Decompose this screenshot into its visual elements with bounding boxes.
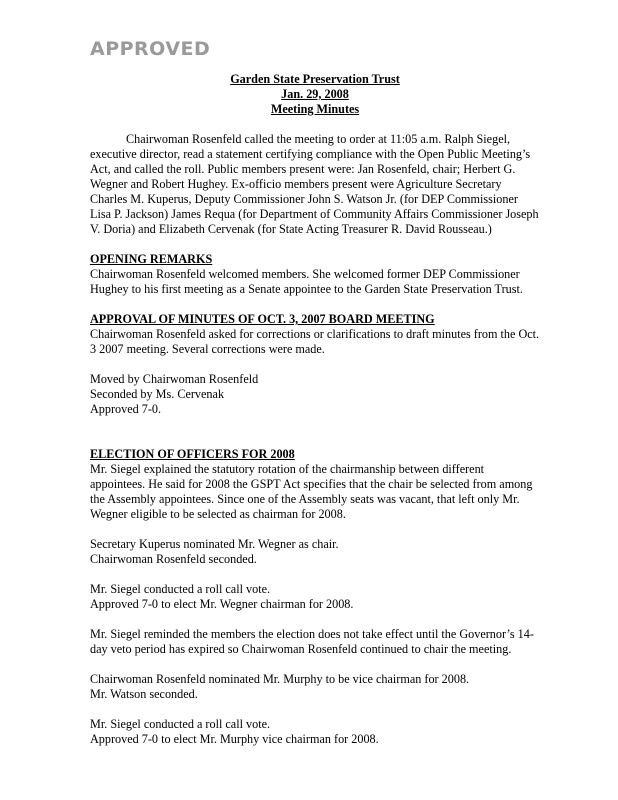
election-heading: ELECTION OF OFFICERS FOR 2008 (90, 447, 295, 461)
opening-remarks-heading: OPENING REMARKS (90, 252, 213, 266)
approval-text: Chairwoman Rosenfeld asked for corrections or clarifications to draft minutes from the Oct. 3 2007 meeting. Several corrections were made. (90, 327, 540, 356)
election-roll-call-1: Mr. Siegel conducted a roll call vote. (90, 582, 271, 596)
election-text: Mr. Siegel explained the statutory rotation of the chairmanship between different appointees. He said for 2008 the GSPT Act specifies that the chair be selected from among the Assembly appointees. Since one of the Assembly seats was vacant, that left only Mr. Wegner eligible to be selected as chairman for 2008. (90, 462, 533, 521)
election-result-chair: Approved 7-0 to elect Mr. Wegner chairman for 2008. (90, 597, 354, 611)
opening-remarks-text: Chairwoman Rosenfeld welcomed members. She welcomed former DEP Commissioner Hughey to his first meeting as a Senate appointee to the Garden State Preservation Trust. (90, 267, 523, 296)
election-second-vice: Mr. Watson seconded. (90, 687, 198, 701)
approval-result: Approved 7-0. (90, 402, 162, 416)
election-nominate-chair: Secretary Kuperus nominated Mr. Wegner as chair. (90, 537, 339, 551)
approval-moved: Moved by Chairwoman Rosenfeld (90, 372, 259, 386)
document-title: Meeting Minutes (270, 102, 360, 116)
meeting-date: Jan. 29, 2008 (281, 87, 349, 101)
election-reminder: Mr. Siegel reminded the members the election does not take effect until the Governor’s 14-day veto period has expired so Chairwoman Rosenfeld continued to chair the meeting. (90, 627, 534, 656)
intro-paragraph: Chairwoman Rosenfeld called the meeting to order at 11:05 a.m. Ralph Siegel, executive director, read a statement certifying compliance with the Open Public Meeting’s Act, and called the roll. Public members present were: Jan Rosenfeld, chair; Herbert G. Wegner and Robert Hughey. Ex-officio members present were Agriculture Secretary Charles M. Kuperus, Deputy Commissioner John S. Watson Jr. (for DEP Commissioner Lisa P. Jackson) James Requa (for Department of Community Affairs Commissioner Joseph V. Doria) and Elizabeth Cervenak (for State Acting Treasurer R. David Rousseau.) (90, 132, 539, 236)
minutes-body (90, 72, 540, 747)
approval-seconded: Seconded by Ms. Cervenak (90, 387, 225, 401)
approved-stamp: APPROVED (90, 38, 211, 60)
approval-heading: APPROVAL OF MINUTES OF OCT. 3, 2007 BOARD MEETING (90, 312, 435, 326)
election-second-chair: Chairwoman Rosenfeld seconded. (90, 552, 257, 566)
election-roll-call-2: Mr. Siegel conducted a roll call vote. (90, 717, 271, 731)
org-title: Garden State Preservation Trust (230, 72, 400, 86)
election-nominate-vice: Chairwoman Rosenfeld nominated Mr. Murphy to be vice chairman for 2008. (90, 672, 470, 686)
election-result-vice: Approved 7-0 to elect Mr. Murphy vice chairman for 2008. (90, 732, 379, 746)
